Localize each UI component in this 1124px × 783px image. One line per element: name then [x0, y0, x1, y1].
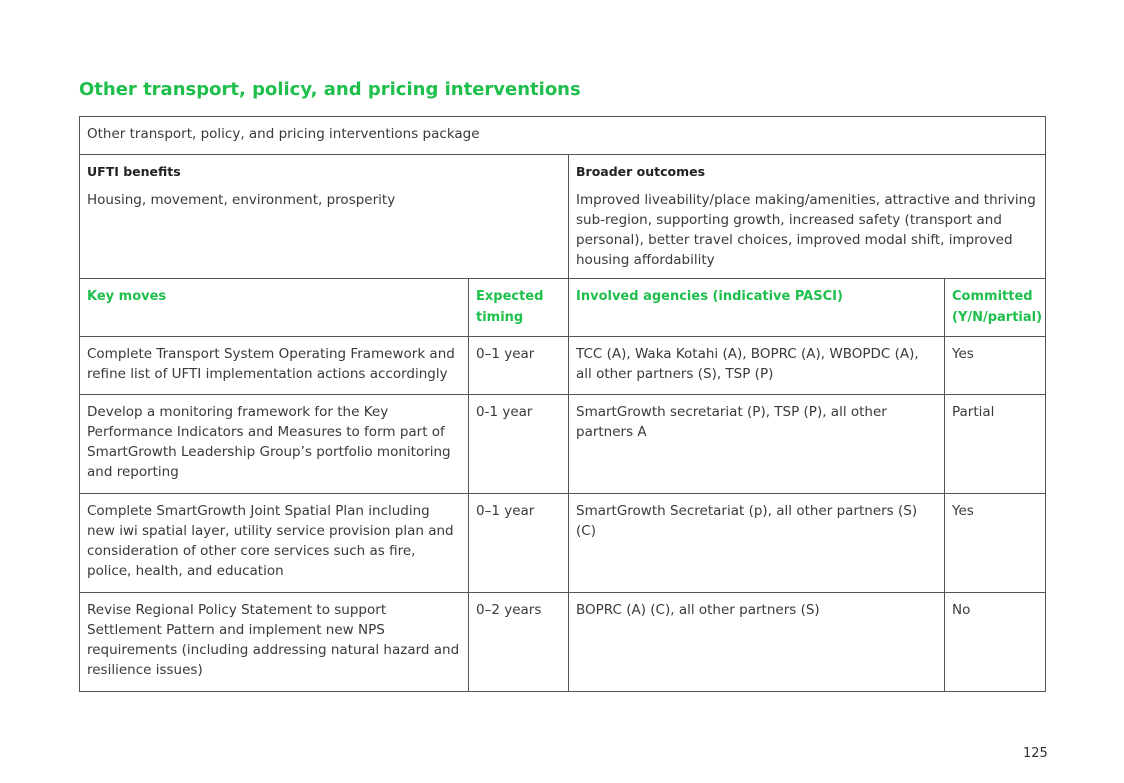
key-move-cell: Complete SmartGrowth Joint Spatial Plan including new iwi spatial layer, utility service provision plan and consideration of other core services such as fire, police, health, and education	[80, 494, 469, 593]
agencies-cell: TCC (A), Waka Kotahi (A), BOPRC (A), WBOPDC (A), all other partners (S), TSP (P)	[569, 337, 945, 395]
ufti-benefits-cell	[80, 155, 569, 279]
column-header-agencies	[569, 279, 945, 337]
agencies-header: Involved agencies (indicative PASCI)	[576, 289, 843, 304]
column-header-key-moves	[80, 279, 469, 337]
key-move-cell: Develop a monitoring framework for the Key Performance Indicators and Measures to form part of SmartGrowth Leadership Group’s portfolio monitoring and reporting	[80, 395, 469, 494]
committed-cell: Partial	[945, 395, 1046, 494]
broader-outcomes-cell	[569, 155, 1046, 279]
committed-cell: Yes	[945, 494, 1046, 593]
agencies-cell: BOPRC (A) (C), all other partners (S)	[569, 593, 945, 692]
committed-header: Committed (Y/N/partial)	[952, 289, 1043, 325]
column-header-row	[80, 279, 1046, 337]
broader-outcomes-label: Broader outcomes	[576, 164, 706, 179]
committed-cell: Yes	[945, 337, 1046, 395]
timing-header: Expected timing	[476, 289, 544, 325]
broader-outcomes-text: Improved liveability/place making/amenities, attractive and thriving sub-region, supporting growth, increased safety (transport and personal), better travel choices, improved modal shift, improved housing affordability	[576, 192, 1036, 268]
ufti-benefits-label: UFTI benefits	[87, 164, 181, 179]
column-header-timing	[469, 279, 569, 337]
package-title-row	[80, 117, 1046, 155]
timing-cell: 0–1 year	[469, 494, 569, 593]
table-row	[80, 395, 1046, 494]
table-row	[80, 593, 1046, 692]
key-move-cell: Complete Transport System Operating Framework and refine list of UFTI implementation actions accordingly	[80, 337, 469, 395]
package-title: Other transport, policy, and pricing interventions package	[87, 126, 480, 142]
page-heading: Other transport, policy, and pricing interventions	[79, 79, 581, 100]
ufti-benefits-text: Housing, movement, environment, prosperity	[87, 192, 396, 208]
committed-cell: No	[945, 593, 1046, 692]
key-move-cell: Revise Regional Policy Statement to support Settlement Pattern and implement new NPS requirements (including addressing natural hazard and resilience issues)	[80, 593, 469, 692]
timing-cell: 0–2 years	[469, 593, 569, 692]
page-number: 125	[1023, 746, 1048, 761]
table-row	[80, 337, 1046, 395]
timing-cell: 0–1 year	[469, 337, 569, 395]
benefits-outcomes-row	[80, 155, 1046, 279]
agencies-cell: SmartGrowth secretariat (P), TSP (P), all other partners A	[569, 395, 945, 494]
package-title-cell	[80, 117, 1046, 155]
column-header-committed	[945, 279, 1046, 337]
key-moves-header: Key moves	[87, 289, 167, 304]
timing-cell: 0-1 year	[469, 395, 569, 494]
agencies-cell: SmartGrowth Secretariat (p), all other partners (S)(C)	[569, 494, 945, 593]
interventions-table	[79, 116, 1046, 692]
table-row	[80, 494, 1046, 593]
